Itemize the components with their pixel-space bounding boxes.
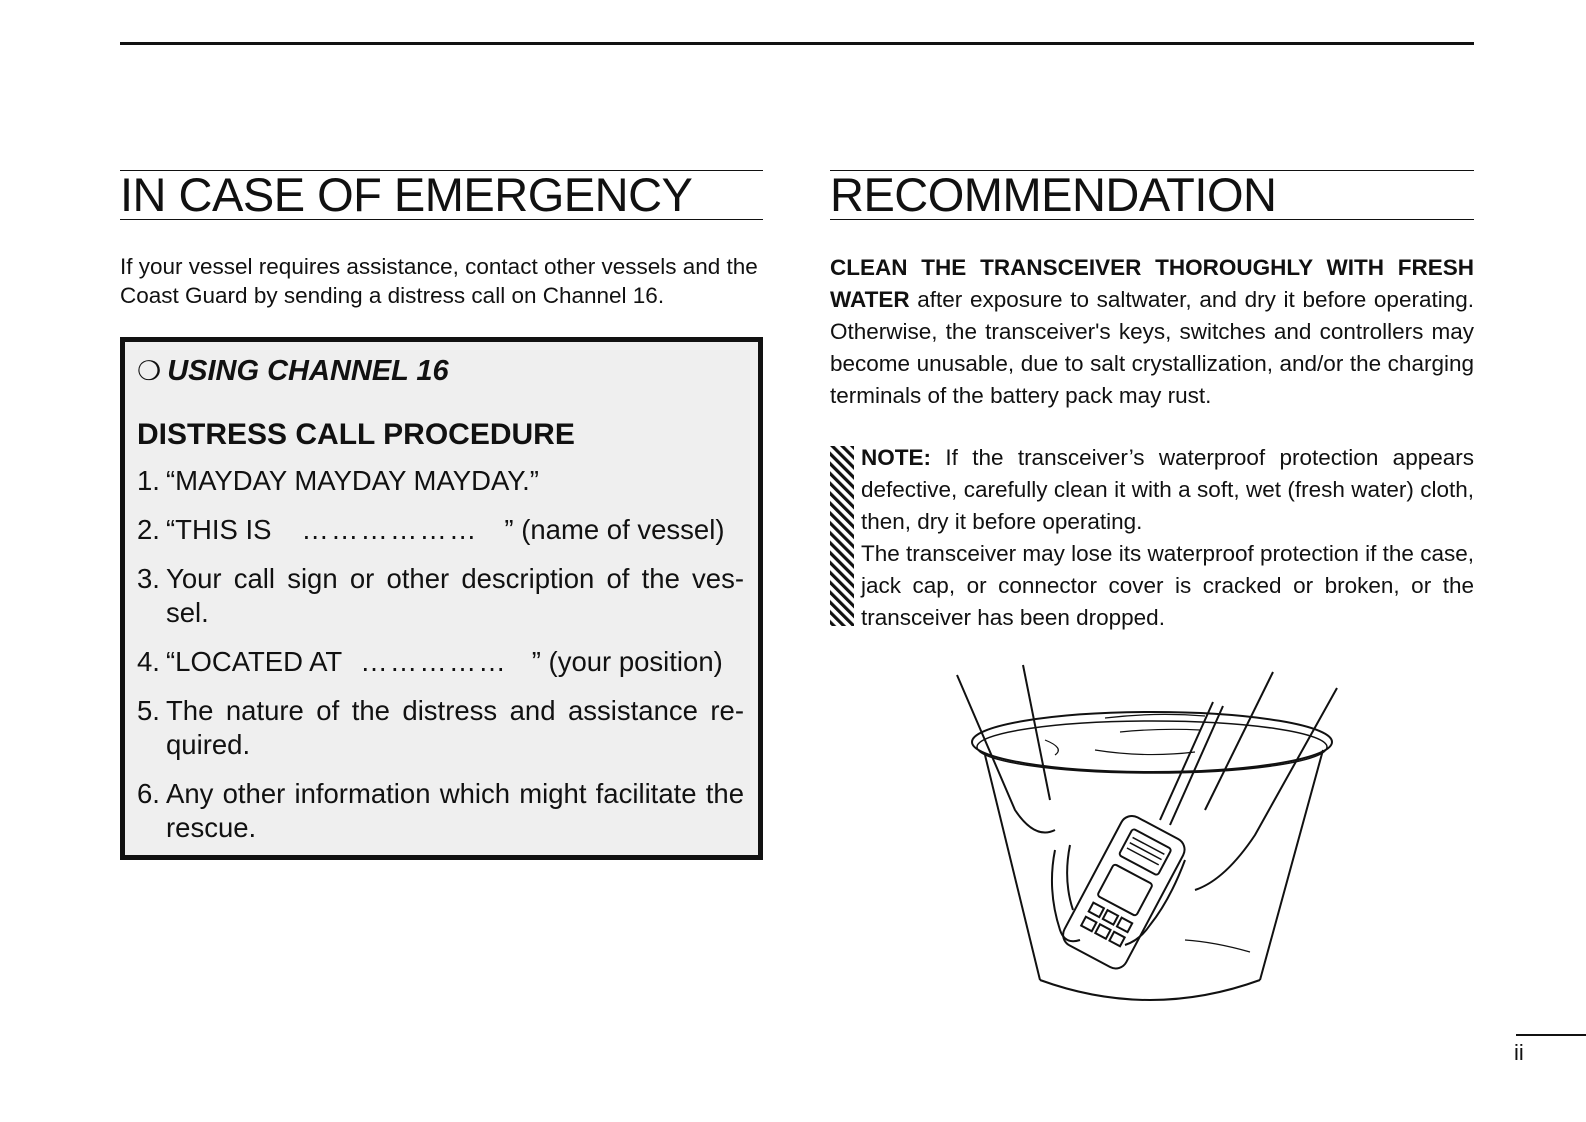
circle-bullet-icon: ❍ (137, 356, 162, 386)
fill-in-dots: …………… (360, 646, 508, 677)
step-number: 3. (137, 563, 160, 594)
step-text: Your call sign or other description of the ves-sel. (166, 563, 744, 628)
note-paragraph-2: The transceiver may lose its waterproof protection if the case, jack cap, or connector cover is cracked or broken, or the transceiver has been dropped. (861, 541, 1474, 630)
page-number: ii (1514, 1040, 1524, 1065)
step-text: The nature of the distress and assistance re-quired. (166, 695, 744, 760)
page-number-rule (1516, 1034, 1586, 1036)
step-text: Any other information which might facilitate the rescue. (166, 778, 744, 843)
emergency-section (120, 170, 763, 860)
procedure-steps (137, 464, 744, 845)
channel16-box (120, 337, 763, 860)
note-label: NOTE: (861, 445, 931, 470)
recommendation-lead: CLEAN THE TRANSCEIVER THOROUGHLY WITH FRESH WATER (830, 255, 1474, 312)
box-heading-label: USING CHANNEL 16 (167, 355, 449, 387)
note-hatch-icon (830, 446, 854, 626)
emergency-title: IN CASE OF EMERGENCY (120, 170, 763, 220)
step-text: “THIS IS (166, 514, 272, 545)
step-item (137, 464, 744, 498)
transceiver-rinse-illustration (955, 660, 1345, 1010)
step-number: 1. (137, 465, 160, 496)
recommendation-body: after exposure to saltwater, and dry it before operating. Otherwise, the transceiver's keys, switches and controllers may become unusable, due to salt crystallization, and/or the charging terminals of the battery pack may rust. (830, 287, 1474, 408)
procedure-title: DISTRESS CALL PROCEDURE (137, 418, 575, 451)
step-number: 2. (137, 514, 160, 545)
step-item (137, 645, 744, 679)
fill-in-dots: ……………… (301, 514, 479, 545)
step-item (137, 513, 744, 547)
step-text: “MAYDAY MAYDAY MAYDAY.” (166, 465, 539, 496)
step-text-suffix: ” (your position) (531, 646, 723, 677)
step-number: 6. (137, 778, 160, 809)
recommendation-text (830, 252, 1474, 412)
recommendation-title: RECOMMENDATION (830, 170, 1474, 220)
recommendation-section (830, 170, 1474, 634)
step-number: 5. (137, 695, 160, 726)
step-item (137, 562, 744, 630)
step-text: “LOCATED AT (166, 646, 343, 677)
note-paragraph (861, 442, 1474, 538)
step-item (137, 777, 744, 845)
step-item (137, 694, 744, 762)
note-text: If the transceiver’s waterproof protection appears defective, carefully clean it with a soft, wet (fresh water) cloth, then, dry it before operating. (861, 445, 1474, 534)
emergency-intro: If your vessel requires assistance, contact other vessels and the Coast Guard by sending a distress call on Channel 16. (120, 254, 758, 308)
step-text-suffix: ” (name of vessel) (504, 514, 725, 545)
top-rule (120, 42, 1474, 45)
step-number: 4. (137, 646, 160, 677)
note-block (830, 442, 1474, 634)
box-heading (137, 352, 744, 390)
